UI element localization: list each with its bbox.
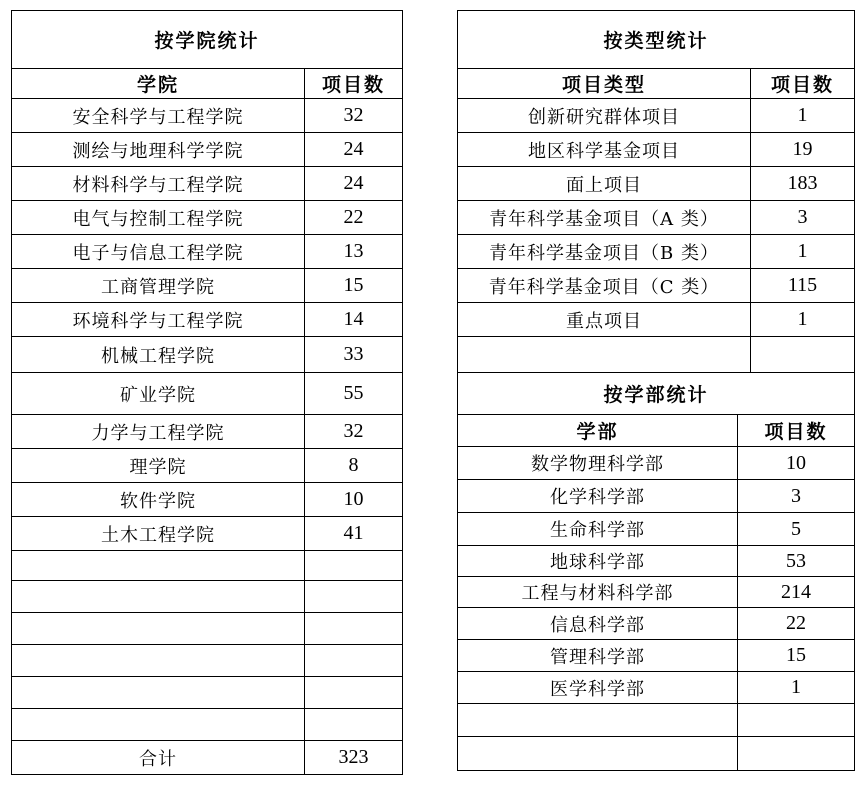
empty-row	[12, 709, 403, 741]
college-count: 10	[305, 483, 403, 517]
total-count: 323	[305, 741, 403, 775]
table-row	[458, 608, 855, 640]
type-name: 地区科学基金项目	[458, 133, 751, 167]
department-table-title: 按学部统计	[458, 373, 855, 415]
empty-row	[12, 551, 403, 581]
college-name: 安全科学与工程学院	[12, 99, 305, 133]
table-row	[12, 337, 403, 373]
table-row	[12, 201, 403, 235]
table-row	[458, 640, 855, 672]
table-row	[458, 480, 855, 513]
college-count: 22	[305, 201, 403, 235]
college-count: 41	[305, 517, 403, 551]
count-column-header: 项目数	[751, 69, 855, 99]
type-count: 1	[751, 99, 855, 133]
college-count: 24	[305, 133, 403, 167]
table-row	[12, 303, 403, 337]
type-count: 183	[751, 167, 855, 201]
college-name: 矿业学院	[12, 373, 305, 415]
table-row	[12, 449, 403, 483]
college-name: 工商管理学院	[12, 269, 305, 303]
empty-row	[458, 704, 855, 737]
total-row	[12, 741, 403, 775]
table-row	[458, 672, 855, 704]
table-row	[12, 415, 403, 449]
department-name: 地球科学部	[458, 546, 738, 577]
department-name: 管理科学部	[458, 640, 738, 672]
college-name: 环境科学与工程学院	[12, 303, 305, 337]
table-row	[458, 577, 855, 608]
department-name: 化学科学部	[458, 480, 738, 513]
type-name: 青年科学基金项目（A 类）	[458, 201, 751, 235]
college-count: 14	[305, 303, 403, 337]
type-column-header: 项目类型	[458, 69, 751, 99]
table-row	[12, 99, 403, 133]
count-column-header: 项目数	[305, 69, 403, 99]
empty-row	[12, 645, 403, 677]
college-count: 13	[305, 235, 403, 269]
department-name: 信息科学部	[458, 608, 738, 640]
department-count: 15	[738, 640, 855, 672]
department-name: 数学物理科学部	[458, 447, 738, 480]
college-name: 电子与信息工程学院	[12, 235, 305, 269]
college-count: 15	[305, 269, 403, 303]
type-name: 重点项目	[458, 303, 751, 337]
college-name: 理学院	[12, 449, 305, 483]
table-row	[12, 133, 403, 167]
college-count: 32	[305, 99, 403, 133]
table-row	[12, 483, 403, 517]
table-row	[458, 513, 855, 546]
table-row	[458, 167, 855, 201]
college-name: 土木工程学院	[12, 517, 305, 551]
college-count: 24	[305, 167, 403, 201]
table-row	[458, 447, 855, 480]
college-name: 机械工程学院	[12, 337, 305, 373]
type-count: 115	[751, 269, 855, 303]
table-row	[458, 303, 855, 337]
department-count: 53	[738, 546, 855, 577]
table-row	[12, 269, 403, 303]
type-name: 面上项目	[458, 167, 751, 201]
empty-row	[12, 613, 403, 645]
total-label: 合计	[12, 741, 305, 775]
college-name: 材料科学与工程学院	[12, 167, 305, 201]
college-count: 55	[305, 373, 403, 415]
type-department-stats-table	[457, 10, 855, 771]
department-name: 生命科学部	[458, 513, 738, 546]
department-count: 22	[738, 608, 855, 640]
table-row	[458, 546, 855, 577]
table-row	[458, 133, 855, 167]
table-row	[12, 167, 403, 201]
department-count: 3	[738, 480, 855, 513]
department-name: 工程与材料科学部	[458, 577, 738, 608]
college-count: 8	[305, 449, 403, 483]
table-row	[458, 201, 855, 235]
college-stats-table	[11, 10, 403, 775]
empty-row	[12, 677, 403, 709]
table-row	[458, 269, 855, 303]
type-table-title: 按类型统计	[458, 11, 855, 69]
college-table-title: 按学院统计	[12, 11, 403, 69]
department-name: 医学科学部	[458, 672, 738, 704]
department-count: 214	[738, 577, 855, 608]
college-name: 测绘与地理科学学院	[12, 133, 305, 167]
type-count: 19	[751, 133, 855, 167]
department-count: 10	[738, 447, 855, 480]
college-name: 力学与工程学院	[12, 415, 305, 449]
table-row	[458, 99, 855, 133]
count-column-header: 项目数	[738, 415, 855, 447]
empty-row	[458, 737, 855, 771]
college-column-header: 学院	[12, 69, 305, 99]
college-count: 32	[305, 415, 403, 449]
college-name: 软件学院	[12, 483, 305, 517]
type-name: 创新研究群体项目	[458, 99, 751, 133]
college-count: 33	[305, 337, 403, 373]
department-count: 5	[738, 513, 855, 546]
table-row	[12, 517, 403, 551]
empty-row	[458, 337, 855, 373]
type-count: 1	[751, 235, 855, 269]
type-name: 青年科学基金项目（C 类）	[458, 269, 751, 303]
table-row	[12, 373, 403, 415]
department-column-header: 学部	[458, 415, 738, 447]
type-count: 3	[751, 201, 855, 235]
table-row	[12, 235, 403, 269]
type-count: 1	[751, 303, 855, 337]
empty-row	[12, 581, 403, 613]
department-count: 1	[738, 672, 855, 704]
college-name: 电气与控制工程学院	[12, 201, 305, 235]
table-row	[458, 235, 855, 269]
type-name: 青年科学基金项目（B 类）	[458, 235, 751, 269]
